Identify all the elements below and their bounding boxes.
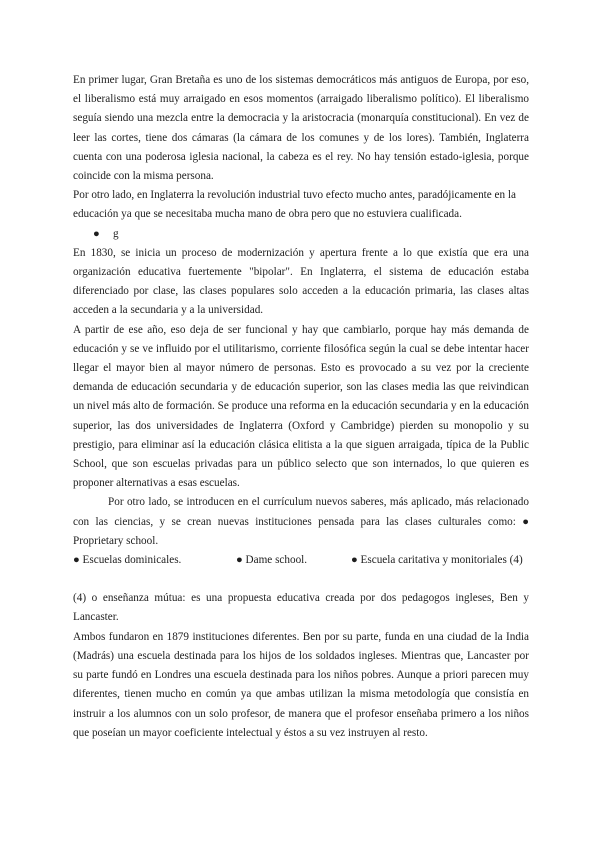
paragraph-liberalismo: En primer lugar, Gran Bretaña es uno de los sistemas democráticos más antiguos de Europa, por eso, el liberalismo está muy arraigado en esos momentos (arraigado liberalismo político). El liberalismo seguía siendo una mezcla entre la democracia y la aristocracia (monarquía constitucional). En vez de leer las cortes, tiene dos cámaras (la cámara de los comunes y de los lores). También, Inglaterra cuenta con una poderosa iglesia nacional, la cabeza es el rey. No hay tensión estado-iglesia, porque coincide con la misma persona. [73,74,529,183]
paragraph-curriculum: Por otro lado, se introducen en el currículum nuevos saberes, más aplicado, más relacionado con las ciencias, y se crean nuevas instituciones pensada para las clases culturales como: ● Proprietary school. [73,496,529,547]
document-body [73,71,529,743]
paragraph-ben-lancaster: Ambos fundaron en 1879 instituciones diferentes. Ben por su parte, funda en una ciudad de la India (Madrás) una escuela destinada para los hijos de los soldados ingleses. Mientras que, Lancaster por su parte fundó en Londres una escuela destinada para los niños pobres. Aunque a priori parecen muy diferentes, tienen mucho en común ya que ambas utilizan la misma metodología que consistía en instruir a los alumnos con un solo profesor, de manera que el profesor enseñaba primero a los niños que poseían un mayor coeficiente intelectual y éstos a su vez instruyen al resto. [73,630,529,739]
blank-line [73,570,529,589]
list-item-escuelas-dominicales: ● Escuelas dominicales. [73,554,182,567]
list-item-escuela-caritativa: ● Escuela caritativa y monitoriales (4) [351,554,523,567]
bullet-item [73,225,529,244]
paragraph-reforma: A partir de ese año, eso deja de ser funcional y hay que cambiarlo, porque hay más demanda de educación y se ve influido por el utilitarismo, corriente filosófica según la cual se debe intentar hacer llegar el mayor bien al mayor número de personas. Esto es provocado a su vez por la creciente demanda de educación secundaria y de educación superior, son las clases media las que reivindican un nivel más alto de formación. Se produce una reforma en la educación secundaria y en la educación superior, las dos universidades de Inglaterra (Oxford y Cambridge) pierden su monopolio y su prestigio, para eliminar así la educación clásica elitista a la que siguen arraigada, típica de la Public School, que son escuelas privadas para un público selecto que son internados, lo que quieren es proponer alternativas a esas escuelas. [73,323,529,490]
bullet-text: g [113,227,119,240]
paragraph-1830: En 1830, se inicia un proceso de modernización y apertura frente a lo que existía que era una organización educativa fuertemente "bipolar". En Inglaterra, el sistema de educación estaba diferenciado por clase, las clases populares solo acceden a la educación primaria, las clases altas acceden a la secundaria y a la universidad. [73,246,529,317]
school-types-list [73,551,529,570]
paragraph-ensenanza-mutua: (4) o enseñanza mútua: es una propuesta educativa creada por dos pedagogos ingleses, Ben y Lancaster. [73,592,529,624]
paragraph-revolucion-industrial: Por otro lado, en Inglaterra la revolución industrial tuvo efecto mucho antes, paradójicamente en la educación ya que se necesitaba mucha mano de obra pero que no estuviera cualificada. [73,189,516,221]
list-item-dame-school: ● Dame school. [236,554,308,567]
bullet-symbol: ● [93,227,100,240]
